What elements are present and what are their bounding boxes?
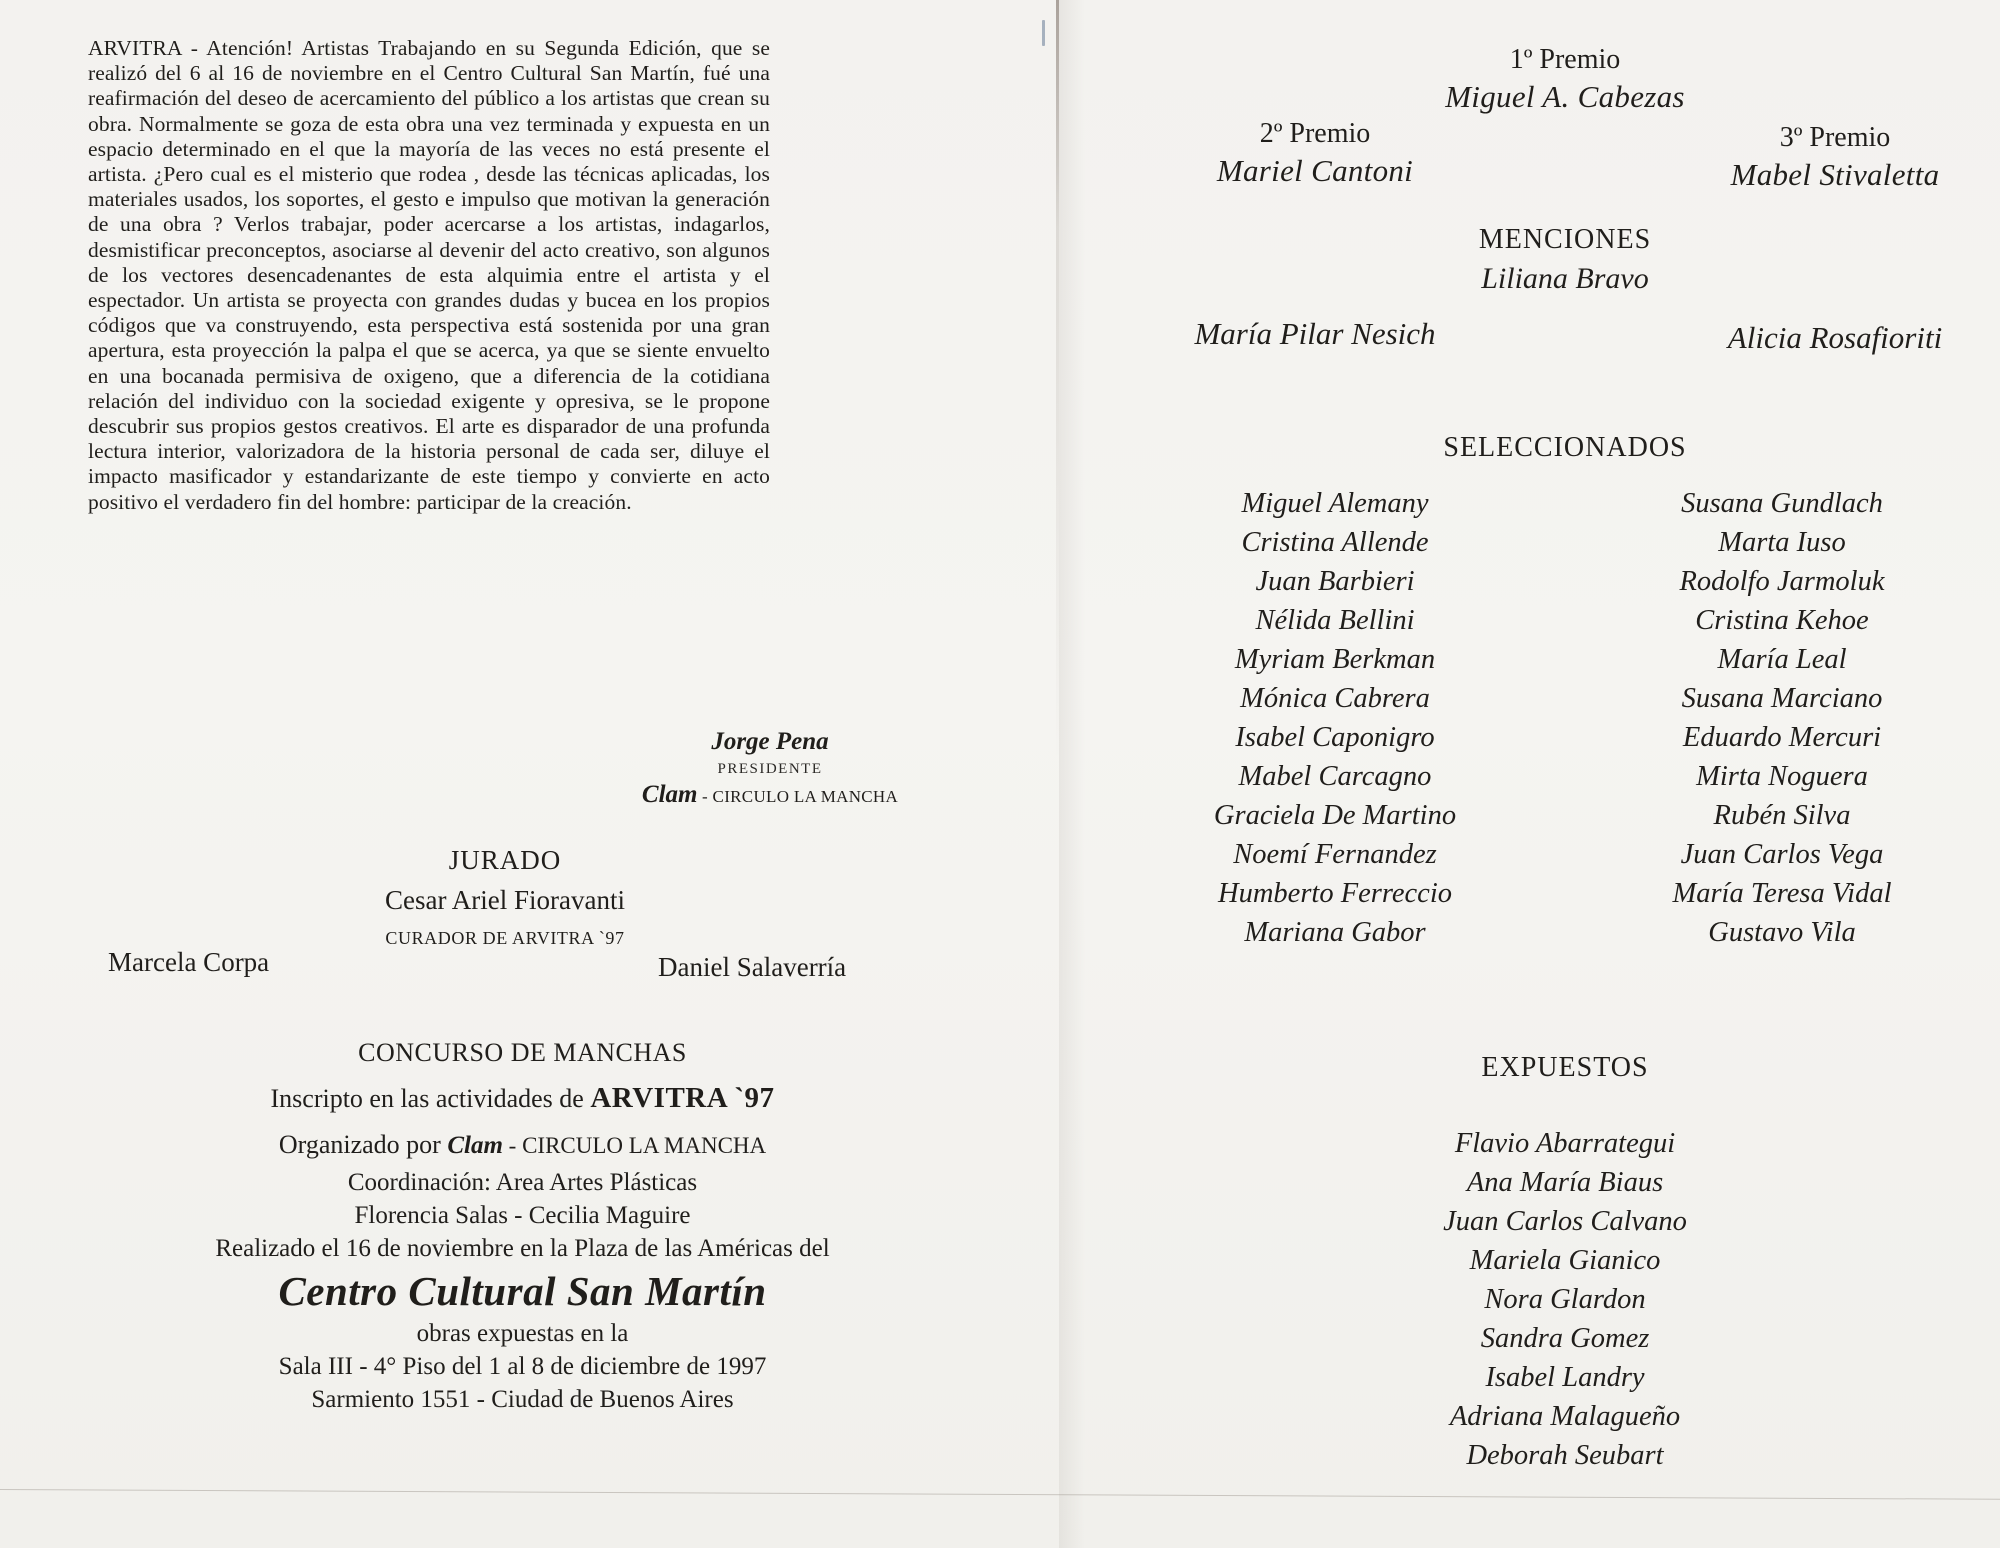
selected-artist-name: Susana Marciano	[1681, 683, 1883, 714]
first-prize-winner: Miguel A. Cabezas	[1445, 79, 1685, 114]
selected-artist-name: Cristina Kehoe	[1695, 605, 1869, 636]
selected-column-left	[1140, 484, 1530, 952]
organization-name: - CIRCULO LA MANCHA	[697, 787, 899, 806]
jury-member-right: Daniel Salaverría	[658, 952, 847, 982]
jury-block	[240, 845, 770, 949]
third-prize-label: 3º Premio	[1779, 122, 1891, 153]
inscription-prefix: Inscripto en las actividades de	[270, 1084, 591, 1113]
selected-artist-name: Eduardo Mercuri	[1682, 722, 1882, 753]
jury-curator-name: Cesar Ariel Fioravanti	[385, 885, 625, 915]
exhibited-artist-name: Ana María Biaus	[1466, 1167, 1664, 1198]
exhibited-artist-name: Juan Carlos Calvano	[1443, 1206, 1687, 1237]
selected-artist-name: Mirta Noguera	[1696, 761, 1868, 792]
contest-title: CONCURSO DE MANCHAS	[358, 1038, 687, 1067]
selected-artist-name: María Teresa Vidal	[1672, 878, 1892, 909]
selected-artist-name: Mariana Gabor	[1244, 917, 1426, 948]
exhibited-heading: EXPUESTOS	[1481, 1052, 1649, 1083]
mentions-heading: MENCIONES	[1478, 224, 1652, 255]
selected-artist-name: Juan Barbieri	[1255, 566, 1415, 597]
contest-organized-line	[115, 1130, 930, 1160]
selected-artist-name: María Leal	[1717, 644, 1847, 675]
exhibited-artist-name: Mariela Gianico	[1469, 1245, 1661, 1276]
exhibited-artist-name: Isabel Landry	[1485, 1362, 1645, 1393]
selected-artist-name: Myriam Berkman	[1234, 644, 1436, 675]
selected-artist-name: Juan Carlos Vega	[1680, 839, 1884, 870]
selected-artist-name: Noemí Fernandez	[1233, 839, 1437, 870]
event-line: Realizado el 16 de noviembre en la Plaza de las Américas del	[215, 1235, 830, 1262]
coordinators-line: Florencia Salas - Cecilia Maguire	[354, 1202, 691, 1229]
intro-paragraph: ARVITRA - Atención! Artistas Trabajando en su Segunda Edición, que se realizó del 6 al 16 de noviembre en el Centro Cultural San Martín, fué una reafirmación del deseo de acercamiento del público a los artistas que crean su obra. Normalmente se goza de esta obra una vez terminada y expuesta en un espacio determinado en el que la mayoría de las veces no está presente el artista. ¿Pero cual es el misterio que rodea , desde las técnicas aplicadas, los materiales usados, los soportes, el gesto e impulso que motivan la generación de una obra ? Verlos trabajar, poder acercarse a los artistas, indagarlos, desmistificar preconceptos, asociarse al devenir del acto creativo, son algunos de los vectores desencadenantes de esta alquimia entre el artista y el espectador. Un artista se proyecta con grandes dudas y bucea en los propios códigos que va construyendo, esta perspectiva está sostenida por una gran apertura, esta proyección la palpa el que se acerca, ya que se siente envuelto en una bocanada permisiva de oxigeno, que a diferencia de la cotidiana relación del individuo con la sociedad exigente y opresiva, se le propone descubrir sus propios gestos creativos. El arte es disparador de una profunda lectura interior, valorizadora de la historia personal de cada ser, diluye el impacto masificador y estandarizante de este tiempo y convierte en acto positivo el verdadero fin del hombre: participar de la creación.	[88, 36, 770, 514]
exhibited-artist-name: Nora Glardon	[1484, 1284, 1646, 1315]
clam-wordmark: Clam	[447, 1132, 503, 1159]
selected-artist-name: Humberto Ferreccio	[1218, 878, 1452, 909]
selected-artist-name: Marta Iuso	[1718, 527, 1846, 558]
venue-name: Centro Cultural San Martín	[278, 1268, 767, 1314]
mention-name: María Pilar Nesich	[1194, 316, 1436, 351]
selected-artist-name: Nélida Bellini	[1255, 605, 1415, 636]
address-line: Sarmiento 1551 - Ciudad de Buenos Aires	[311, 1386, 734, 1413]
first-prize-block	[1330, 44, 1800, 115]
selected-artist-name: Susana Gundlach	[1681, 488, 1883, 519]
third-prize-block	[1650, 122, 2000, 193]
contest-inscription-line	[115, 1082, 930, 1115]
works-line: obras expuestas en la	[416, 1320, 629, 1347]
selected-artist-name: Mónica Cabrera	[1240, 683, 1430, 714]
selected-artist-name: Graciela De Martino	[1213, 800, 1457, 831]
exhibited-artist-name: Flavio Abarrategui	[1454, 1128, 1676, 1159]
second-prize-winner: Mariel Cantoni	[1216, 153, 1414, 188]
arvitra-97-wordmark: ARVITRA `97	[590, 1082, 775, 1114]
contest-block	[115, 1038, 930, 1414]
selected-heading: SELECCIONADOS	[1443, 432, 1687, 463]
exhibited-list	[1320, 1124, 1810, 1475]
selected-artist-name: Cristina Allende	[1241, 527, 1429, 558]
second-prize-label: 2º Premio	[1259, 118, 1371, 149]
third-prize-winner: Mabel Stivaletta	[1730, 157, 1940, 192]
scan-artifact-mark	[1042, 20, 1045, 46]
paper-bottom-edge	[0, 1489, 2000, 1500]
selected-artist-name: Rodolfo Jarmoluk	[1679, 566, 1885, 597]
jury-curator-title: CURADOR DE ARVITRA `97	[385, 928, 625, 948]
selected-artist-name: Miguel Alemany	[1241, 488, 1429, 519]
selected-column-right	[1582, 484, 1982, 952]
president-title: PRESIDENTE	[717, 761, 823, 777]
exhibited-artist-name: Sandra Gomez	[1480, 1323, 1650, 1354]
organized-prefix: Organizado por	[278, 1130, 448, 1159]
room-line: Sala III - 4° Piso del 1 al 8 de diciembre de 1997	[278, 1353, 767, 1380]
selected-artist-name: Gustavo Vila	[1708, 917, 1856, 948]
organized-suffix: - CIRCULO LA MANCHA	[502, 1133, 767, 1158]
organization-line	[600, 781, 940, 809]
selected-artist-name: Isabel Caponigro	[1235, 722, 1435, 753]
mentions-block	[1330, 224, 1800, 296]
selected-artist-name: Rubén Silva	[1713, 800, 1851, 831]
president-name: Jorge Pena	[711, 728, 829, 755]
clam-wordmark: Clam	[641, 781, 698, 808]
jury-heading: JURADO	[448, 845, 562, 875]
jury-member-left: Marcela Corpa	[108, 947, 270, 977]
mention-name: Liliana Bravo	[1481, 262, 1649, 295]
mention-name: Alicia Rosafioriti	[1727, 320, 1943, 355]
exhibited-artist-name: Deborah Seubart	[1466, 1440, 1664, 1471]
coordination-line: Coordinación: Area Artes Plásticas	[347, 1169, 698, 1196]
center-fold-shadow	[1059, 0, 1085, 1548]
second-prize-block	[1130, 118, 1500, 189]
selected-artist-name: Mabel Carcagno	[1238, 761, 1432, 792]
first-prize-label: 1º Premio	[1509, 44, 1621, 75]
exhibited-artist-name: Adriana Malagueño	[1449, 1401, 1681, 1432]
signature-block	[600, 728, 940, 809]
